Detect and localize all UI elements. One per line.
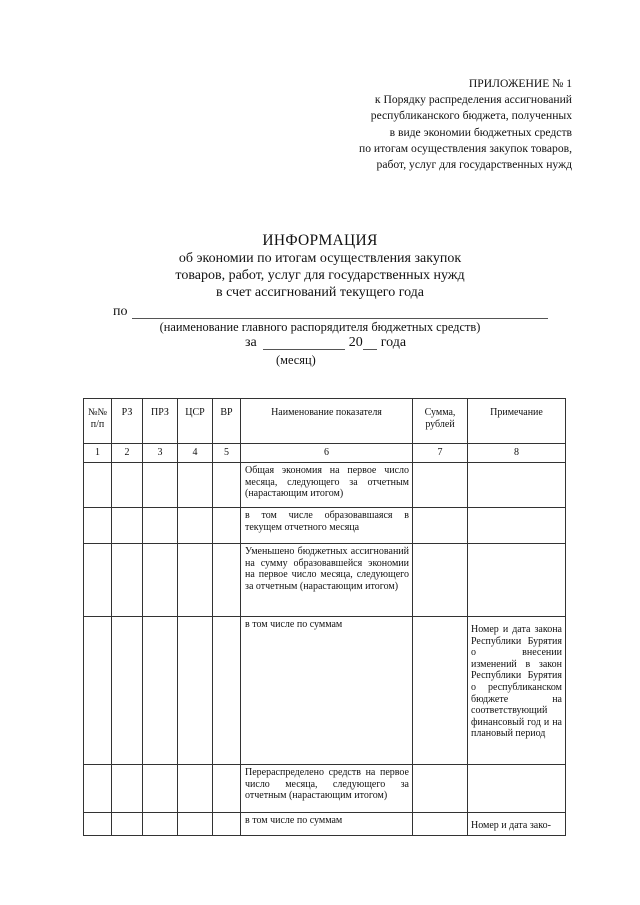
column-number: 8 [468,444,566,463]
indicator-name: Общая экономия на первое число месяца, следующего за отчетным (нарастающим итогом) [241,463,413,508]
indicator-name: в том числе образовавшаяся в текущем отчетного месяца [241,508,413,544]
indicator-name: Уменьшено бюджетных ассигнований на сумму образовавшейся экономии на первое число месяца, следующего за отчетным (нарастающим итогом) [241,544,413,617]
header-cell: Наименование показателя [241,399,413,444]
header-cell: ПРЗ [143,399,178,444]
column-number: 7 [413,444,468,463]
table-row [84,463,566,508]
table-row [84,617,566,765]
amount-cell [413,508,468,544]
document-title-block [0,232,640,301]
amount-cell [413,617,468,765]
appendix-line: к Порядку распределения ассигнований [374,93,572,107]
note-cell [468,765,566,813]
column-number: 5 [213,444,241,463]
indicator-name: в том числе по суммам [241,813,413,836]
year-prefix: 20 [348,335,363,350]
table-row [84,544,566,617]
indicator-name: Перераспределено средств на первое число месяца, следующего за отчетным (нарастающим итогом) [241,765,413,813]
note-cell: Номер и дата зако- [468,813,566,836]
column-number: 4 [178,444,213,463]
period-field [245,334,406,352]
header-cell: №№ п/п [84,399,112,444]
appendix-block [359,76,572,173]
note-cell [468,544,566,617]
table-row [84,765,566,813]
month-caption: (месяц) [276,353,316,367]
year-suffix: года [380,335,407,350]
note-cell [468,508,566,544]
amount-cell [413,765,468,813]
appendix-line: ПРИЛОЖЕНИЕ № 1 [468,77,572,90]
header-cell: Сумма, рублей [413,399,468,444]
distributor-field [113,304,548,320]
document-subtitle-line: в счет ассигнований текущего года [215,285,425,300]
column-number: 6 [241,444,413,463]
distributor-blank [132,308,548,319]
note-cell: Номер и дата закона Республики Бурятия о внесении изменений в закон Республики Бурятия о республиканском бюджете на соответствующий финансовый год и на плановый период [468,617,566,765]
indicator-name: в том числе по суммам [241,617,413,765]
column-number: 2 [112,444,143,463]
document-subtitle-line: товаров, работ, услуг для государственных нужд [175,268,465,283]
header-cell: ВР [213,399,241,444]
month-blank [263,337,345,350]
amount-cell [413,813,468,836]
appendix-line: республиканского бюджета, полученных [370,109,572,123]
document-subtitle-line: об экономии по итогам осуществления закупок [178,251,462,266]
economy-table [83,398,566,836]
table-number-row [84,444,566,463]
amount-cell [413,463,468,508]
za-label: за [245,335,257,350]
header-cell: Примечание [468,399,566,444]
po-label: по [113,304,128,319]
header-cell: ЦСР [178,399,213,444]
year-blank [363,337,377,350]
table-header-row [84,399,566,444]
appendix-line: работ, услуг для государственных нужд [376,158,572,172]
column-number: 3 [143,444,178,463]
distributor-caption: (наименование главного распорядителя бюджетных средств) [159,320,481,334]
document-title: ИНФОРМАЦИЯ [262,232,378,249]
amount-cell [413,544,468,617]
appendix-line: по итогам осуществления закупок товаров, [359,141,572,155]
appendix-line: в виде экономии бюджетных средств [389,125,572,139]
column-number: 1 [84,444,112,463]
header-cell: РЗ [112,399,143,444]
note-cell [468,463,566,508]
table-row [84,813,566,836]
table-row [84,508,566,544]
